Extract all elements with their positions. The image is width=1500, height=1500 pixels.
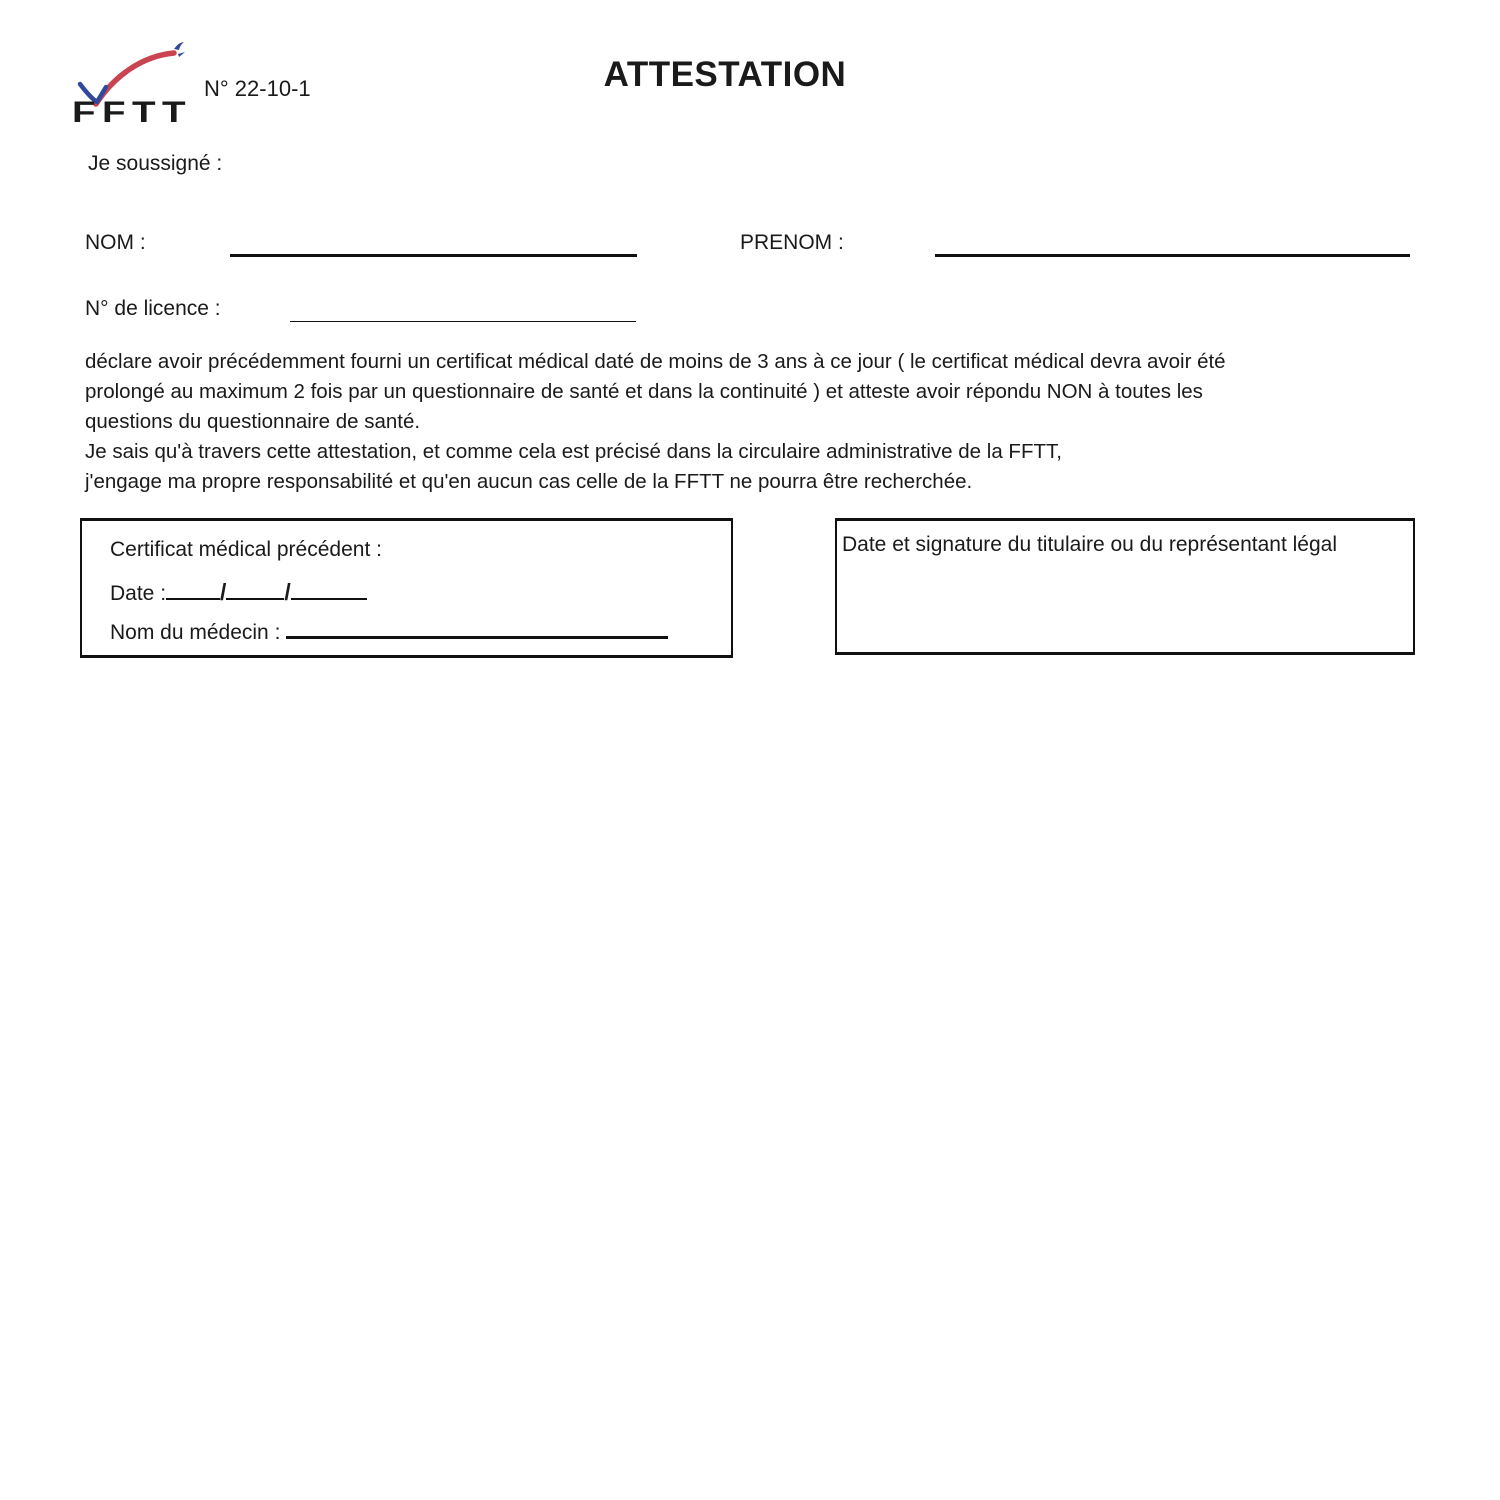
prenom-field-line [935, 254, 1410, 257]
logo-blue-bird-wing-icon [178, 52, 185, 57]
declaration-line-4: Je sais qu'à travers cette attestation, et comme cela est précisé dans la circulaire administrative de la FFTT, [85, 440, 1062, 463]
certificate-box-title: Certificat médical précédent : [110, 538, 382, 561]
signature-box [835, 518, 1415, 655]
logo-fftt-text: FFTT [72, 96, 192, 128]
salutation-text: Je soussigné : [88, 152, 223, 175]
date-label: Date : [110, 582, 167, 605]
form-number: N° 22-10-1 [204, 76, 311, 101]
certificate-doctor-row [110, 616, 668, 645]
date-day-field-line [166, 578, 220, 600]
date-month-field-line [226, 578, 284, 600]
logo-blue-bird-icon [174, 42, 184, 50]
declaration-line-5: j'engage ma propre responsabilité et qu'en aucun cas celle de la FFTT ne pourra être recherchée. [85, 470, 973, 493]
prenom-label: PRENOM : [740, 231, 844, 254]
date-separator: / [220, 579, 227, 605]
doctor-name-label: Nom du médecin : [110, 621, 281, 644]
page-title: ATTESTATION [603, 55, 847, 94]
declaration-line-3: questions du questionnaire de santé. [85, 410, 421, 433]
doctor-name-field-line [286, 616, 668, 639]
signature-box-label: Date et signature du titulaire ou du représentant légal [842, 533, 1337, 556]
declaration-text [85, 347, 1415, 497]
date-year-field-line [291, 578, 367, 600]
declaration-line-1: déclare avoir précédemment fourni un certificat médical daté de moins de 3 ans à ce jour ( le certificat médical devra avoir été [85, 350, 1226, 373]
fftt-logo [70, 40, 198, 128]
licence-field-line [290, 321, 636, 322]
certificate-box [80, 518, 733, 658]
nom-label: NOM : [85, 231, 146, 254]
licence-label: N° de licence : [85, 297, 221, 320]
nom-field-line [230, 254, 637, 257]
certificate-date-row [110, 578, 367, 606]
date-separator-2: / [284, 579, 291, 605]
declaration-line-2: prolongé au maximum 2 fois par un questionnaire de santé et dans la continuité ) et atteste avoir répondu NON à toutes les [85, 380, 1203, 403]
